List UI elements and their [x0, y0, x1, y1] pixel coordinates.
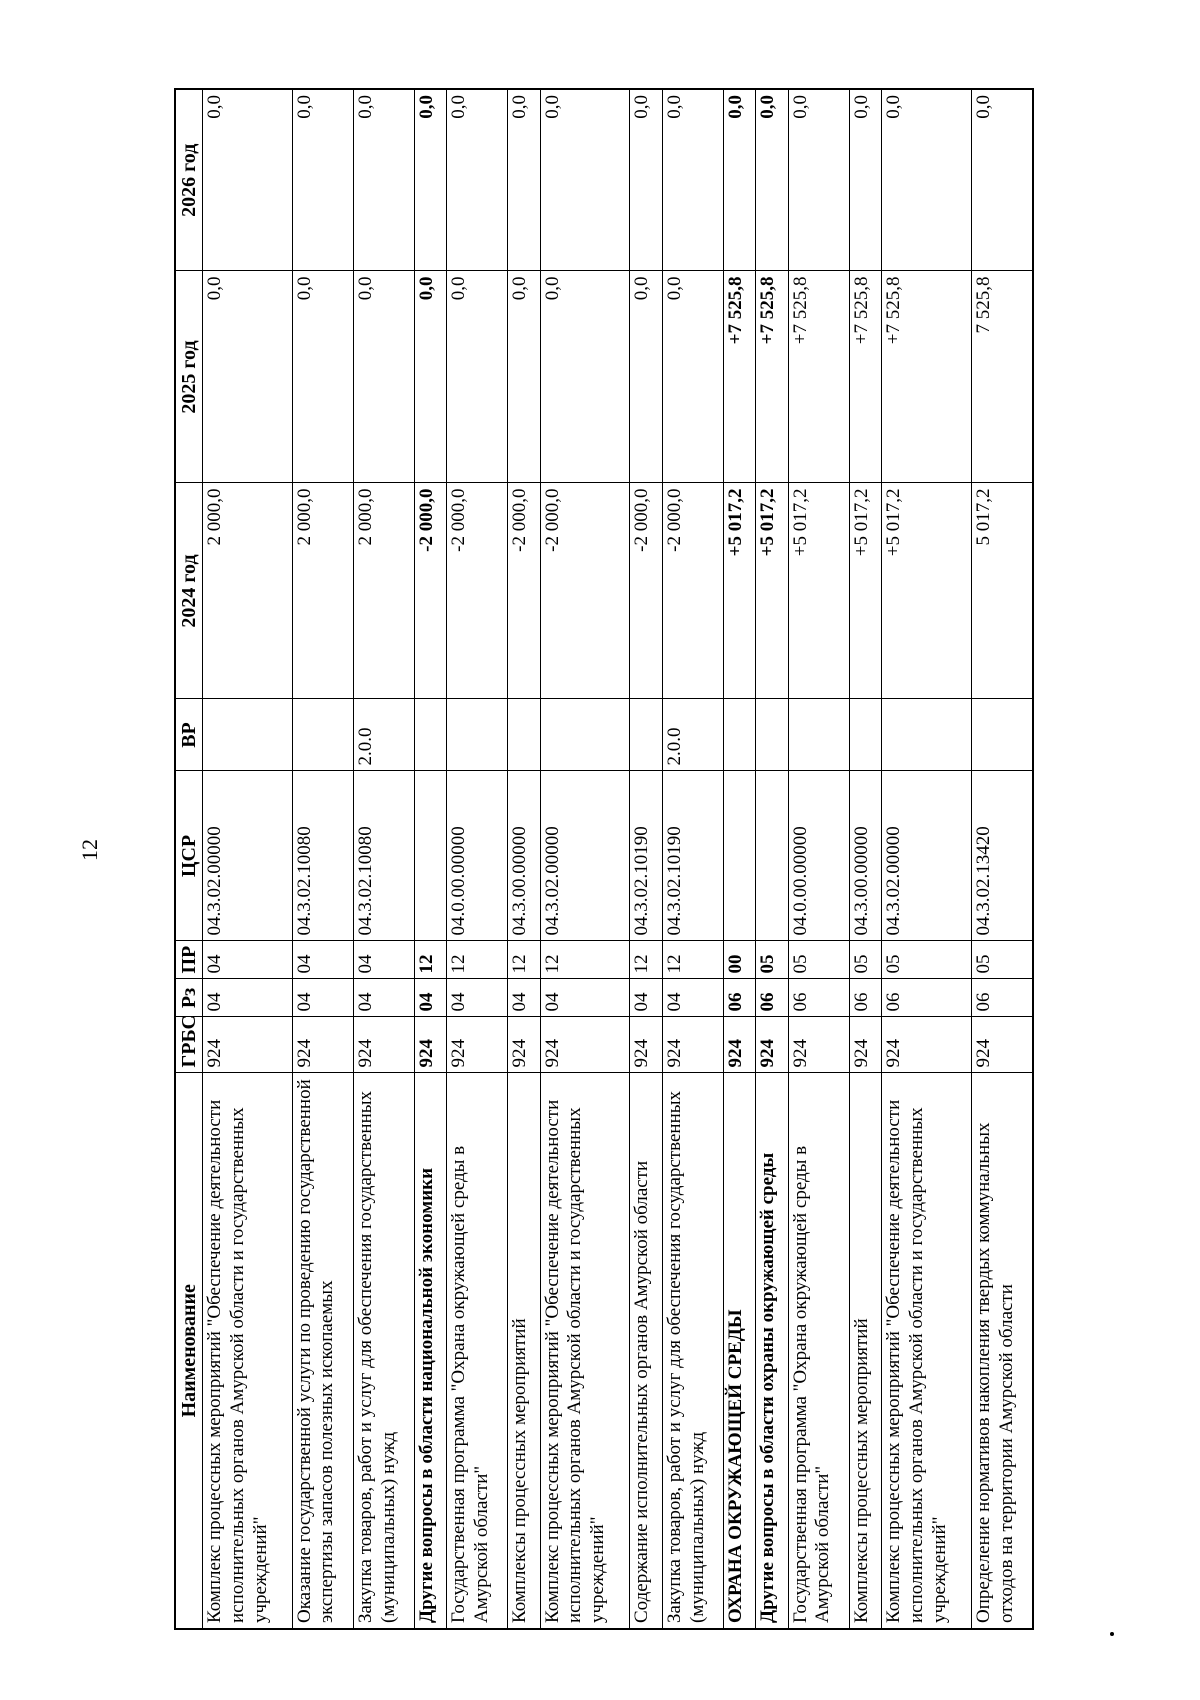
table-row: [292, 89, 353, 1629]
cell-grbs: 924: [292, 1017, 353, 1073]
cell-csr: 04.3.00.00000: [508, 771, 540, 941]
table-row: [414, 89, 446, 1629]
cell-y2024: -2 000,0: [508, 483, 540, 699]
cell-vr: [630, 699, 662, 771]
header-grbs: ГРБС: [175, 1017, 203, 1073]
table-header-row: [175, 89, 203, 1629]
cell-y2024: +5 017,2: [849, 483, 881, 699]
cell-name: Государственная программа "Охрана окружающей среды в Амурской области": [447, 1073, 508, 1629]
cell-vr: [723, 699, 755, 771]
header-rz: Рз: [175, 979, 203, 1017]
cell-grbs: 924: [662, 1017, 723, 1073]
header-pr: ПР: [175, 941, 203, 979]
cell-pr: 00: [723, 941, 755, 979]
cell-y2025: +7 525,8: [756, 271, 788, 483]
cell-csr: 04.0.00.00000: [447, 771, 508, 941]
cell-grbs: 924: [849, 1017, 881, 1073]
cell-y2026: 0,0: [971, 89, 1033, 271]
stray-dot-mark: [1110, 1632, 1114, 1636]
cell-vr: 2.0.0: [662, 699, 723, 771]
header-name: Наименование: [175, 1073, 203, 1629]
cell-pr: 12: [447, 941, 508, 979]
cell-pr: 12: [630, 941, 662, 979]
cell-y2025: +7 525,8: [788, 271, 849, 483]
cell-name: Другие вопросы в области национальной экономики: [414, 1073, 446, 1629]
cell-pr: 05: [849, 941, 881, 979]
budget-table: [174, 88, 1034, 1630]
table-row: [849, 89, 881, 1629]
cell-name: Комплекс процессных мероприятий "Обеспечение деятельности исполнительных органов Амурской области и государственных учреждений": [882, 1073, 972, 1629]
cell-y2024: +5 017,2: [756, 483, 788, 699]
cell-pr: 12: [508, 941, 540, 979]
cell-vr: [203, 699, 293, 771]
cell-csr: 04.0.00.00000: [788, 771, 849, 941]
cell-csr: [756, 771, 788, 941]
cell-pr: 04: [353, 941, 414, 979]
cell-y2026: 0,0: [414, 89, 446, 271]
cell-y2025: 0,0: [630, 271, 662, 483]
cell-y2025: 0,0: [292, 271, 353, 483]
cell-y2025: +7 525,8: [882, 271, 972, 483]
cell-name: Закупка товаров, работ и услуг для обеспечения государственных (муниципальных) нужд: [353, 1073, 414, 1629]
table-row: [630, 89, 662, 1629]
cell-y2026: 0,0: [292, 89, 353, 271]
cell-vr: [756, 699, 788, 771]
cell-vr: [971, 699, 1033, 771]
table-row: [882, 89, 972, 1629]
cell-grbs: 924: [508, 1017, 540, 1073]
cell-y2025: 0,0: [540, 271, 630, 483]
cell-rz: 04: [203, 979, 293, 1017]
cell-name: Оказание государственной услуги по проведению государственной экспертизы запасов полезных ископаемых: [292, 1073, 353, 1629]
cell-rz: 04: [414, 979, 446, 1017]
table-row: [353, 89, 414, 1629]
page-number: 12: [77, 839, 102, 861]
cell-y2025: 0,0: [203, 271, 293, 483]
table-row: [662, 89, 723, 1629]
cell-pr: 05: [756, 941, 788, 979]
cell-pr: 12: [540, 941, 630, 979]
cell-grbs: 924: [353, 1017, 414, 1073]
cell-vr: [447, 699, 508, 771]
table-row: [447, 89, 508, 1629]
cell-y2024: +5 017,2: [882, 483, 972, 699]
cell-y2026: 0,0: [447, 89, 508, 271]
cell-rz: 04: [447, 979, 508, 1017]
header-2026: 2026 год: [175, 89, 203, 271]
cell-grbs: 924: [723, 1017, 755, 1073]
cell-csr: 04.3.02.00000: [540, 771, 630, 941]
cell-y2026: 0,0: [788, 89, 849, 271]
cell-y2024: 2 000,0: [203, 483, 293, 699]
cell-y2025: +7 525,8: [849, 271, 881, 483]
cell-rz: 06: [971, 979, 1033, 1017]
cell-name: Содержание исполнительных органов Амурской области: [630, 1073, 662, 1629]
header-2025: 2025 год: [175, 271, 203, 483]
cell-name: Комплекс процессных мероприятий "Обеспечение деятельности исполнительных органов Амурской области и государственных учреждений": [540, 1073, 630, 1629]
cell-y2024: 2 000,0: [292, 483, 353, 699]
cell-y2026: 0,0: [882, 89, 972, 271]
cell-pr: 05: [971, 941, 1033, 979]
cell-grbs: 924: [203, 1017, 293, 1073]
table-row: [508, 89, 540, 1629]
cell-rz: 06: [723, 979, 755, 1017]
cell-y2025: 0,0: [508, 271, 540, 483]
cell-y2025: 0,0: [414, 271, 446, 483]
cell-csr: 04.3.02.00000: [882, 771, 972, 941]
cell-y2025: +7 525,8: [723, 271, 755, 483]
cell-y2024: +5 017,2: [723, 483, 755, 699]
cell-y2025: 7 525,8: [971, 271, 1033, 483]
cell-pr: 05: [882, 941, 972, 979]
cell-csr: [723, 771, 755, 941]
cell-csr: 04.3.02.00000: [203, 771, 293, 941]
cell-y2026: 0,0: [508, 89, 540, 271]
cell-pr: 12: [662, 941, 723, 979]
cell-y2026: 0,0: [849, 89, 881, 271]
cell-vr: [788, 699, 849, 771]
cell-vr: [508, 699, 540, 771]
rotated-table-container: [174, 90, 1034, 1630]
cell-y2024: -2 000,0: [540, 483, 630, 699]
cell-y2026: 0,0: [662, 89, 723, 271]
table-row: [788, 89, 849, 1629]
cell-csr: 04.3.00.00000: [849, 771, 881, 941]
cell-y2024: +5 017,2: [788, 483, 849, 699]
table-row: [971, 89, 1033, 1629]
cell-rz: 06: [788, 979, 849, 1017]
cell-grbs: 924: [540, 1017, 630, 1073]
cell-rz: 04: [540, 979, 630, 1017]
cell-vr: [292, 699, 353, 771]
cell-rz: 06: [756, 979, 788, 1017]
cell-name: Определение нормативов накопления твердых коммунальных отходов на территории Амурской области: [971, 1073, 1033, 1629]
header-csr: ЦСР: [175, 771, 203, 941]
cell-y2026: 0,0: [630, 89, 662, 271]
cell-rz: 06: [882, 979, 972, 1017]
cell-y2025: 0,0: [662, 271, 723, 483]
cell-grbs: 924: [414, 1017, 446, 1073]
cell-vr: [849, 699, 881, 771]
cell-name: Закупка товаров, работ и услуг для обеспечения государственных (муниципальных) нужд: [662, 1073, 723, 1629]
cell-csr: 04.3.02.10080: [353, 771, 414, 941]
cell-name: Государственная программа "Охрана окружающей среды в Амурской области": [788, 1073, 849, 1629]
cell-rz: 04: [292, 979, 353, 1017]
table-row: [723, 89, 755, 1629]
cell-y2026: 0,0: [756, 89, 788, 271]
cell-name: Комплекс процессных мероприятий "Обеспечение деятельности исполнительных органов Амурской области и государственных учреждений": [203, 1073, 293, 1629]
cell-csr: [414, 771, 446, 941]
cell-y2025: 0,0: [353, 271, 414, 483]
cell-y2026: 0,0: [723, 89, 755, 271]
cell-y2024: -2 000,0: [630, 483, 662, 699]
cell-y2024: -2 000,0: [447, 483, 508, 699]
cell-rz: 04: [630, 979, 662, 1017]
cell-y2024: -2 000,0: [414, 483, 446, 699]
cell-y2024: 2 000,0: [353, 483, 414, 699]
cell-rz: 04: [508, 979, 540, 1017]
cell-y2026: 0,0: [203, 89, 293, 271]
cell-grbs: 924: [630, 1017, 662, 1073]
cell-csr: 04.3.02.10080: [292, 771, 353, 941]
cell-y2026: 0,0: [540, 89, 630, 271]
cell-grbs: 924: [756, 1017, 788, 1073]
cell-csr: 04.3.02.10190: [630, 771, 662, 941]
cell-csr: 04.3.02.10190: [662, 771, 723, 941]
cell-grbs: 924: [882, 1017, 972, 1073]
table-body: [203, 89, 1034, 1629]
cell-vr: [414, 699, 446, 771]
cell-vr: [540, 699, 630, 771]
table-row: [203, 89, 293, 1629]
cell-name: Комплексы процессных мероприятий: [508, 1073, 540, 1629]
cell-y2025: 0,0: [447, 271, 508, 483]
cell-rz: 04: [662, 979, 723, 1017]
cell-rz: 04: [353, 979, 414, 1017]
cell-y2024: 5 017,2: [971, 483, 1033, 699]
cell-vr: 2.0.0: [353, 699, 414, 771]
cell-grbs: 924: [447, 1017, 508, 1073]
cell-y2024: -2 000,0: [662, 483, 723, 699]
cell-y2026: 0,0: [353, 89, 414, 271]
cell-pr: 05: [788, 941, 849, 979]
header-2024: 2024 год: [175, 483, 203, 699]
cell-name: Комплексы процессных мероприятий: [849, 1073, 881, 1629]
cell-name: ОХРАНА ОКРУЖАЮЩЕЙ СРЕДЫ: [723, 1073, 755, 1629]
cell-pr: 04: [203, 941, 293, 979]
cell-pr: 04: [292, 941, 353, 979]
table-row: [540, 89, 630, 1629]
cell-grbs: 924: [788, 1017, 849, 1073]
cell-grbs: 924: [971, 1017, 1033, 1073]
cell-csr: 04.3.02.13420: [971, 771, 1033, 941]
cell-vr: [882, 699, 972, 771]
header-vr: ВР: [175, 699, 203, 771]
table-row: [756, 89, 788, 1629]
cell-pr: 12: [414, 941, 446, 979]
cell-rz: 06: [849, 979, 881, 1017]
cell-name: Другие вопросы в области охраны окружающей среды: [756, 1073, 788, 1629]
